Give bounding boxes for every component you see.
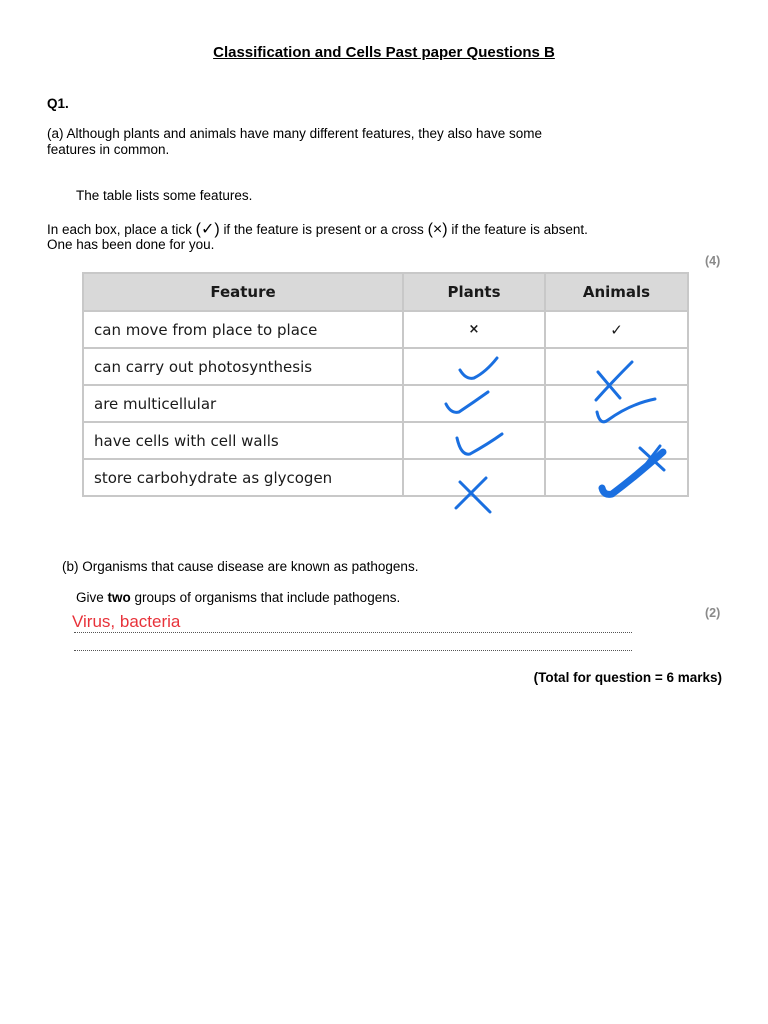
handwritten-cross-icon <box>596 362 632 400</box>
instruction-text-3: if the feature is absent. <box>451 222 588 237</box>
animals-tick-mark: ✓ <box>545 311 688 348</box>
handwritten-cross-icon <box>460 482 490 512</box>
instruction-text-1: In each box, place a tick <box>47 222 192 237</box>
answer-line-2[interactable] <box>74 650 632 651</box>
feature-cell: have cells with cell walls <box>83 422 403 459</box>
marks-part-a: (4) <box>705 254 721 268</box>
table-intro: The table lists some features. <box>76 188 253 203</box>
handwritten-tick-icon <box>446 392 488 412</box>
feature-cell: are multicellular <box>83 385 403 422</box>
prompt-text-1: Give <box>76 590 104 605</box>
part-b-prompt <box>76 590 400 605</box>
answer-line-1 <box>74 632 632 633</box>
handwritten-answer[interactable]: Virus, bacteria <box>72 612 181 631</box>
feature-cell: can carry out photosynthesis <box>83 348 403 385</box>
header-plants: Plants <box>403 273 545 311</box>
header-feature: Feature <box>83 273 403 311</box>
plants-cross-mark: × <box>403 311 545 348</box>
total-marks: (Total for question = 6 marks) <box>533 670 722 685</box>
prompt-bold: two <box>107 590 131 605</box>
instruction-text-2: if the feature is present or a cross <box>223 222 424 237</box>
prompt-text-2: groups of organisms that include pathogens. <box>134 590 401 605</box>
cross-symbol: (×) <box>427 221 448 238</box>
page-title: Classification and Cells Past paper Questions B <box>213 44 555 61</box>
handwritten-tick-icon <box>597 399 655 422</box>
feature-cell: store carbohydrate as glycogen <box>83 459 403 496</box>
instruction-done: One has been done for you. <box>47 237 215 252</box>
ink-strokes <box>446 358 664 512</box>
tick-symbol: (✓) <box>195 221 220 238</box>
marks-part-b: (2) <box>705 606 721 620</box>
feature-cell: can move from place to place <box>83 311 403 348</box>
handwritten-bold-tick-icon <box>602 452 663 494</box>
part-a-intro: (a) Although plants and animals have many different features, they also have some features in common. <box>47 126 543 157</box>
handwritten-tick-icon <box>460 358 497 378</box>
part-b-intro: (b) Organisms that cause disease are known as pathogens. <box>62 559 419 574</box>
header-animals: Animals <box>545 273 688 311</box>
handwritten-tick-icon <box>457 434 502 454</box>
question-number: Q1. <box>47 96 69 111</box>
